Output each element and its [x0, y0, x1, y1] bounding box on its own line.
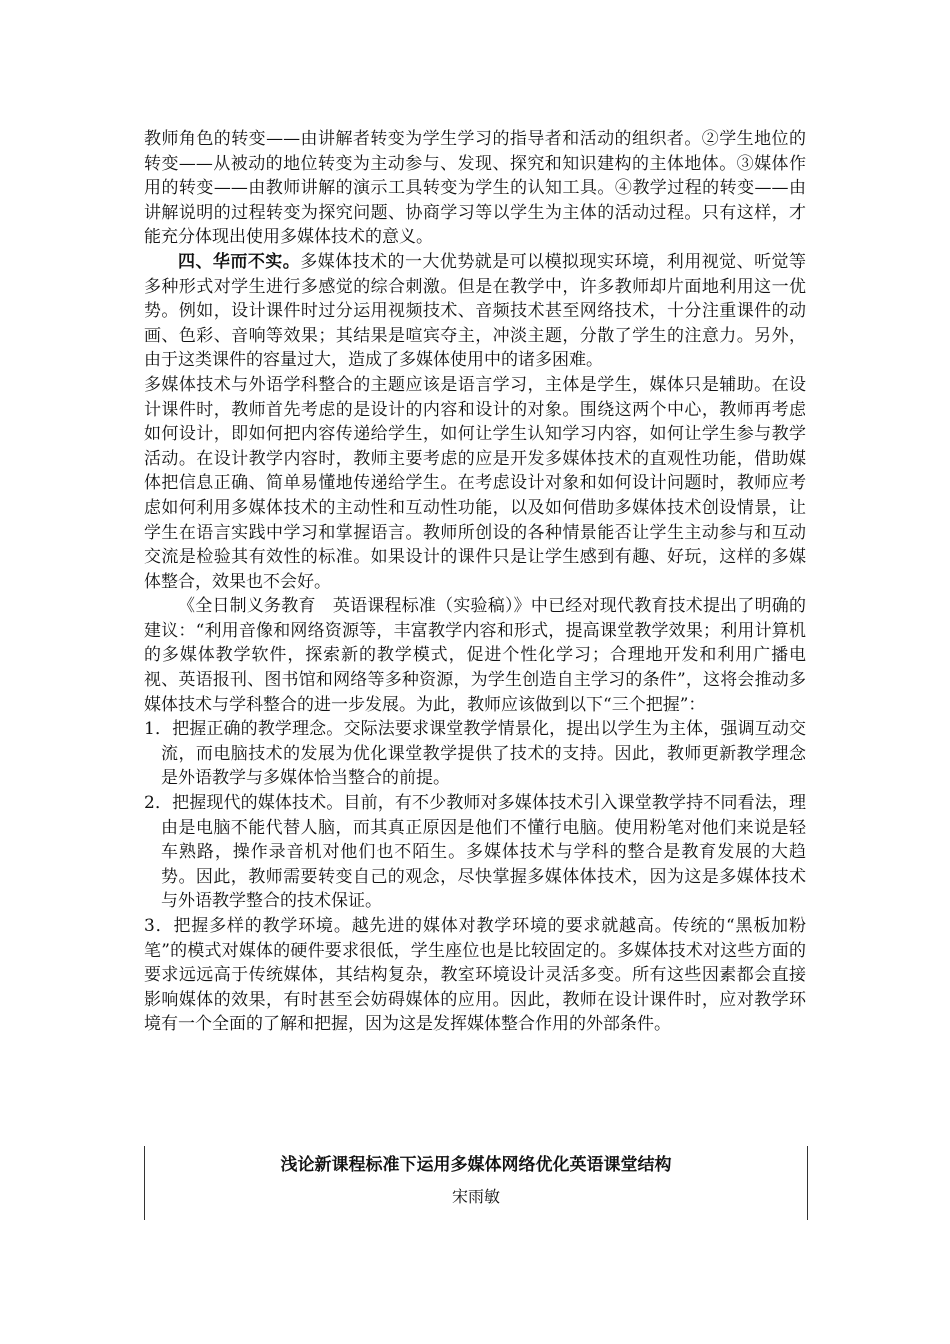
paragraph-flashy: [144, 250, 806, 373]
paragraph-curriculum-standard: 《全日制义务教育 英语课程标准（实验稿）》中已经对现代教育技术提出了明确的建议：“利用音像和网络资源等，丰富教学内容和形式，提高课堂教学效果；利用计算机的多媒体教学软件，探索新的教学模式，促进个性化学习；合理地开发和利用广播电视、英语报刊、图书馆和网络等多种资源，为学生创造自主学习的条件”，这将会推动多媒体技术与学科整合的进一步发展。为此，教师应该做到以下“三个把握”：: [144, 596, 806, 715]
article-author: 宋雨敏: [451, 1187, 500, 1206]
section-heading-flashy: 四、华而不实。: [178, 251, 301, 272]
paragraph-flashy-body: 多媒体技术的一大优势就是可以模拟现实环境，利用视觉、听觉等多种形式对学生进行多感觉的综合刺激。但是在教学中，许多教师却片面地利用这一优势。例如，设计课件时过分运用视频技术、音频技术甚至网络技术，十分注重课件的动画、色彩、音响等效果；其结果是喧宾夺主，冲淡主题，分散了学生的注意力。另外，由于这类课件的容量过大，造成了多媒体使用中的诸多困难。: [144, 251, 807, 371]
paragraph-role-changes: 教师角色的转变——由讲解者转变为学生学习的指导者和活动的组织者。②学生地位的转变——从被动的地位转变为主动参与、发现、探究和知识建构的主体地体。③媒体作用的转变——由教师讲解的演示工具转变为学生的认知工具。④教学过程的转变——由讲解说明的过程转变为探究问题、协商学习等以学生为主体的活动过程。只有这样，才能充分体现出使用多媒体技术的意义。: [144, 129, 806, 248]
article-title: 浅论新课程标准下运用多媒体网络优化英语课堂结构: [280, 1155, 672, 1175]
paragraph-integration-theme: 多媒体技术与外语学科整合的主题应该是语言学习，主体是学生，媒体只是辅助。在设计课件时，教师首先考虑的是设计的内容和设计的对象。围绕这两个中心，教师再考虑如何设计，即如何把内容传递给学生，如何让学生认知学习内容，如何让学生参与教学活动。在设计教学内容时，教师主要考虑的应是开发多媒体技术的直观性功能，借助媒体把信息正确、简单易懂地传递给学生。在考虑设计对象和如何设计问题时，教师应考虑如何利用多媒体技术的主动性和互动性功能，以及如何借助多媒体技术创设情景，让学生在语言实践中学习和掌握语言。教师所创设的各种情景能否让学生主动参与和互动交流是检验其有效性的标准。如果设计的课件只是让学生感到有趣、好玩，这样的多媒体整合，效果也不会好。: [144, 374, 806, 592]
paragraph-teaching-environment: 3．把握多样的教学环境。越先进的媒体对教学环境的要求就越高。传统的“黑板加粉笔”的模式对媒体的硬件要求很低，学生座位也是比较固定的。多媒体技术对这些方面的要求远远高于传统媒体，其结构复杂，教室环境设计灵活多变。所有这些因素都会直接影响媒体的效果，有时甚至会妨碍媒体的应用。因此，教师在设计课件时，应对教学环境有一个全面的了解和把握，因为这是发挥媒体整合作用的外部条件。: [144, 916, 806, 1035]
document-body: [144, 127, 806, 1037]
article-header-box: [144, 1146, 808, 1220]
list-item-media-technology: 2．把握现代的媒体技术。目前，有不少教师对多媒体技术引入课堂教学持不同看法，理由是电脑不能代替人脑，而其真正原因是他们不懂行电脑。使用粉笔对他们来说是轻车熟路，操作录音机对他们也不陌生。多媒体技术与学科的整合是教育发展的大趋势。因此，教师需要转变自己的观念，尽快掌握多媒体体技术，因为这是多媒体技术与外语教学整合的技术保证。: [144, 793, 806, 912]
list-item-teaching-concept: 1．把握正确的教学理念。交际法要求课堂教学情景化，提出以学生为主体，强调互动交流，而电脑技术的发展为优化课堂教学提供了技术的支持。因此，教师更新教学理念是外语教学与多媒体恰当整合的前提。: [144, 719, 806, 789]
